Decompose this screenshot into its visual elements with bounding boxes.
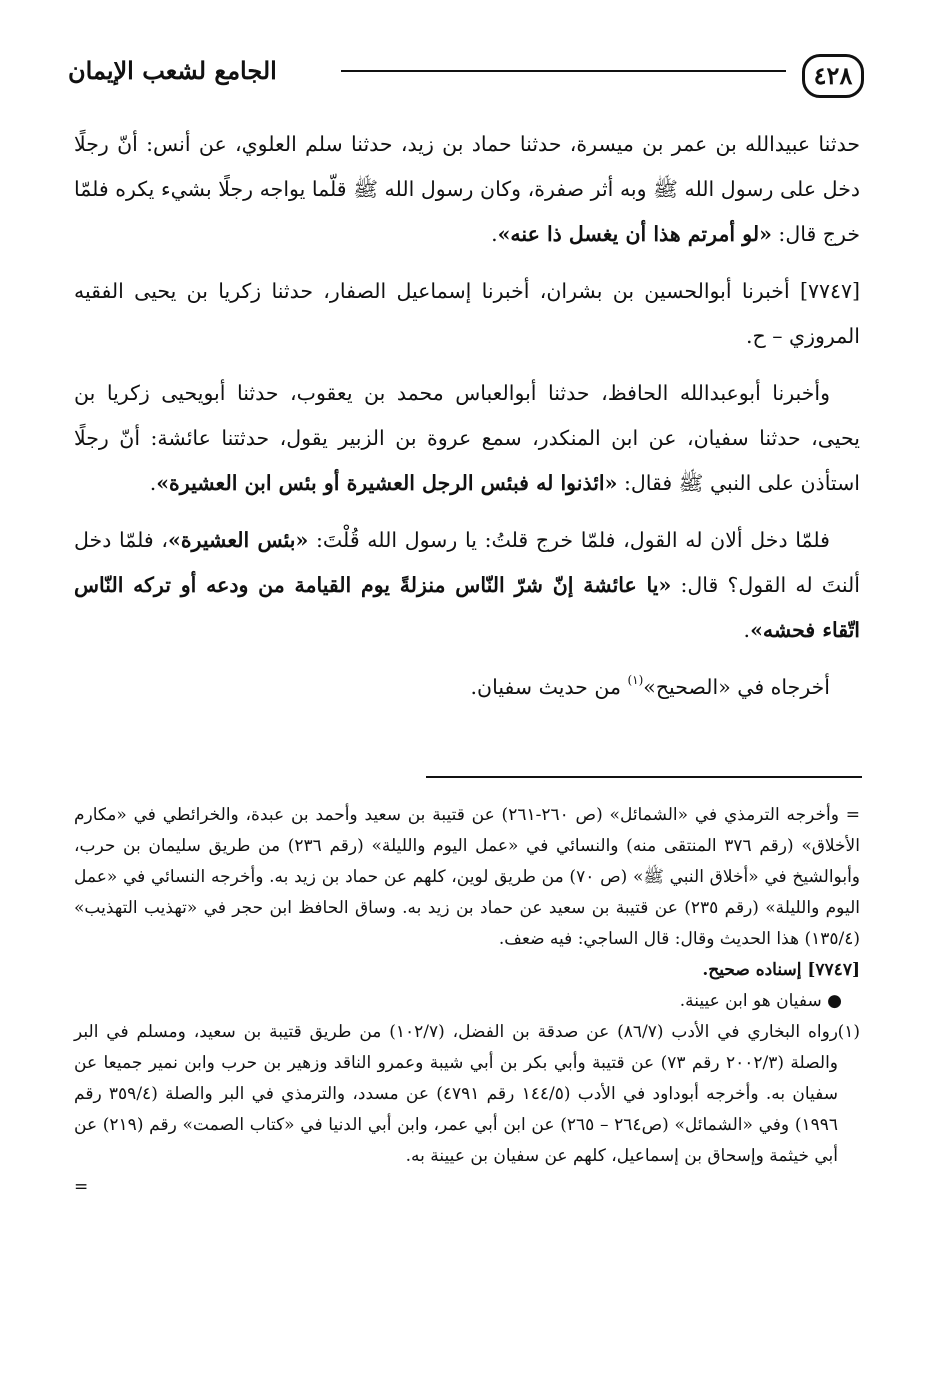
paragraph-hadith-7747 xyxy=(74,269,860,359)
hadith-number: [٧٧٤٧] xyxy=(799,279,860,303)
main-text xyxy=(74,122,860,722)
paragraph-hadith-matn xyxy=(74,518,860,653)
hadith-quote: «لو أمرتم هذا أن يغسل ذا عنه» xyxy=(497,222,772,246)
footnote-grade xyxy=(74,955,860,986)
sentence-end: . xyxy=(743,618,751,642)
sentence-end: . xyxy=(149,471,157,495)
footnote-marker: (١) xyxy=(837,1022,860,1042)
paragraph-text: ، فلمّا دخل ألنتَ له القول؟ قال: xyxy=(74,528,860,597)
paragraph-text: أخرجاه في «الصحيح» xyxy=(643,675,830,699)
header-rule xyxy=(341,70,786,72)
hadith-number: [٧٧٤٧] xyxy=(807,960,860,980)
sentence-end: . xyxy=(491,222,498,246)
footnote-ref: (١) xyxy=(627,673,644,687)
hadith-quote: «ائذنوا له فبئس الرجل العشيرة أو بئس ابن العشيرة» xyxy=(156,471,618,495)
paragraph-text: وأخبرنا أبوعبدالله الحافظ، حدثنا أبوالعباس محمد بن يعقوب، حدثنا أبويحيى زكريا بن يحيى، حدثنا سفيان، عن ابن المنكدر، سمع عروة بن الزبير يقول، حدثتنا عائشة: أنّ رجلًا استأذن على النبي ﷺ فقال: xyxy=(74,381,860,495)
footnote-separator xyxy=(426,776,862,778)
footnote-text: رواه البخاري في الأدب (٨٦/٧) عن صدقة بن الفضل، (١٠٢/٧) من طريق قتيبة بن سعيد، ومسلم في البر والصلة (٢٠٠٢/٣ رقم ٧٣) عن قتيبة وأبي بكر بن أبي شيبة وعمرو الناقد وزهير بن حرب وابن نمير جميعا عن سفيان به. وأخرجه أبوداود في الأدب (١٤٤/٥ رقم ٤٧٩١) عن مسدد، والترمذي في البر والصلة (٣٥٩/٤ رقم ١٩٩٦) وفي «الشمائل» (ص٢٦٤ – ٢٦٥) عن ابن أبي عمر، وابن أبي الدنيا في «كتاب الصمت» رقم (٢١٩) عن أبي خيثمة وإسحاق بن إسماعيل، كلهم عن سفيان بن عيينة به. xyxy=(74,1022,838,1166)
running-title: الجامع لشعب الإيمان xyxy=(68,56,277,85)
footnote-continuation: = وأخرجه الترمذي في «الشمائل» (ص ٢٦٠-٢٦١) عن قتيبة بن سعيد وأحمد بن عبدة، والخرائطي في «مكارم الأخلاق» (رقم ٣٧٦ المنتقى منه) والنسائي في «عمل اليوم والليلة» (رقم ٢٣٦) من طريق سليمان بن حرب، وأبوالشيخ في «أخلاق النبي ﷺ» (ص ٧٠) من طريق لوين، كلهم عن حماد بن زيد به. وأخرجه النسائي في «عمل اليوم والليلة» (رقم ٢٣٥) عن قتيبة بن سعيد عن حماد بن زيد به. وساق الحافظ ابن حجر في «تهذيب التهذيب» (١٣٥/٤) هذا الحديث وقال: قال الساجي: فيه ضعف. xyxy=(74,805,860,949)
footnotes xyxy=(74,800,860,1203)
footnote-continued-mark: = xyxy=(74,1177,89,1197)
paragraph-text: فلمّا دخل ألان له القول، فلمّا خرج قلتُ: يا رسول الله قُلْتَ: xyxy=(308,528,830,552)
paragraph-isnad-aisha xyxy=(74,371,860,506)
paragraph-text: حدثنا عبيدالله بن عمر بن ميسرة، حدثنا حماد بن زيد، حدثنا سلم العلوي، عن أنس: أنّ رجلًا دخل على رسول الله ﷺ وبه أثر صفرة، وكان رسول الله ﷺ قلّما يواجه رجلًا بشيء يكره فلمّا خرج قال: xyxy=(74,132,860,246)
page-number: ٤٢٨ xyxy=(802,54,864,98)
paragraph-text: من حديث سفيان. xyxy=(470,675,628,699)
hadith-quote: «بئس العشيرة» xyxy=(168,528,309,552)
paragraph-hadith-anas xyxy=(74,122,860,257)
paragraph-text: أخبرنا أبوالحسين بن بشران، أخبرنا إسماعيل الصفار، حدثنا زكريا بن يحيى الفقيه المروزي – ح. xyxy=(74,279,860,348)
footnote-1 xyxy=(74,1017,860,1172)
page-header xyxy=(64,40,864,110)
grade-text: إسناده صحيح. xyxy=(702,960,808,980)
hadith-quote: «يا عائشة إنّ شرّ النّاس منزلةً يوم القيامة من ودعه أو تركه النّاس اتّقاء فحشه» xyxy=(74,573,860,642)
paragraph-takhrij xyxy=(74,665,860,710)
footnote-bullet: ● سفيان هو ابن عيينة. xyxy=(679,991,842,1011)
